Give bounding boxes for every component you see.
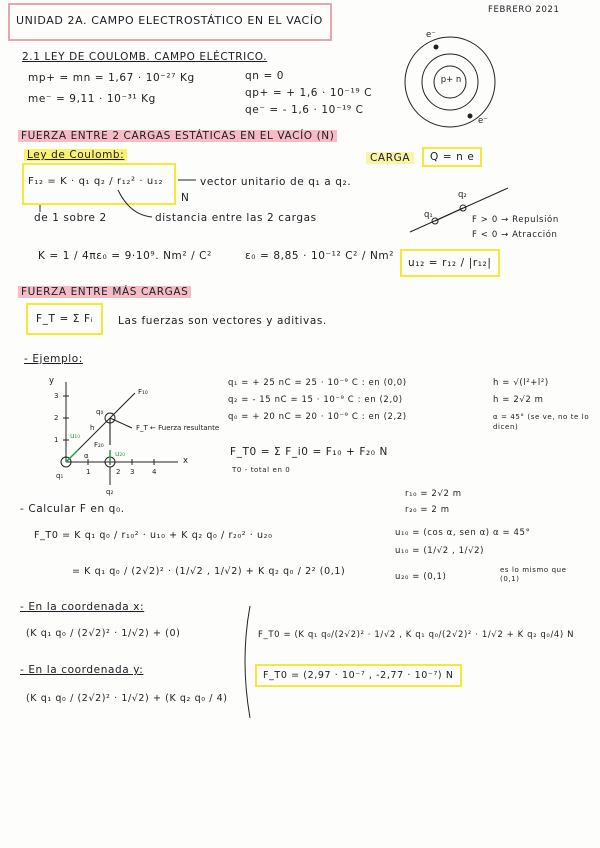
charge-neutron: qn = 0 (245, 70, 285, 82)
force-attraction: F < 0 → Atracción (472, 230, 558, 240)
coulomb-label: Ley de Coulomb: (24, 149, 127, 161)
graph-label-u20: u₂₀ (115, 450, 126, 458)
section2-heading: FUERZA ENTRE 2 CARGAS ESTÁTICAS EN EL VACÍO (N) (18, 130, 337, 142)
example-q0: q₀ = + 20 nC = 20 · 10⁻⁹ C : en (2,2) (228, 412, 407, 422)
charge-proton: qp+ = + 1,6 · 10⁻¹⁹ C (245, 87, 373, 99)
graph-label-u10: u₁₀ (70, 432, 81, 440)
graph-label-ft: F_T ← Fuerza resultante (136, 424, 220, 432)
example-ft-note: T0 - total en 0 (232, 466, 291, 474)
calc-u10-val: u₁₀ = (1/√2 , 1/√2) (395, 546, 485, 556)
graph-label-alpha: α (84, 452, 89, 460)
k-formula: K = 1 / 4πε₀ = 9·10⁹. Nm² / C² (38, 250, 212, 262)
y-coord-formula: (K q₁ q₀ / (2√2)² · 1/√2) + (K q₂ q₀ / 4) (26, 693, 228, 704)
y-coord-label: - En la coordenada y: (20, 664, 144, 676)
sum-note: Las fuerzas son vectores y aditivas. (118, 315, 327, 327)
calc-r10: r₁₀ = 2√2 m (405, 489, 462, 499)
graph-tick-x1: 1 (86, 468, 91, 476)
carga-label: CARGA (366, 152, 414, 164)
graph-x-label: x (183, 456, 189, 466)
graph-tick-y2: 2 (54, 414, 59, 422)
coulomb-formula: F₁₂ = K · q₁ q₂ / r₁₂² · u₁₂ (28, 176, 164, 187)
example-label: - Ejemplo: (24, 353, 83, 365)
graph-y-label: y (49, 376, 55, 386)
example-ft-sum: F_T0 = Σ F_i0 = F₁₀ + F₂₀ N (230, 446, 388, 458)
calc-j-note: es lo mismo que (0,1) (500, 566, 567, 583)
force-repulsion: F > 0 → Repulsión (472, 215, 559, 225)
graph-label-q1: q₁ (56, 472, 64, 480)
section3-heading: FUERZA ENTRE MÁS CARGAS (18, 286, 191, 298)
sum-formula: F_T = Σ Fᵢ (26, 303, 103, 335)
example-q2: q₂ = - 15 nC = 15 · 10⁻⁹ C : en (2,0) (228, 395, 403, 405)
calc-ft0-general: F_T0 = K q₁ q₀ / r₁₀² · u₁₀ + K q₂ q₀ / r₂₀² · u₂₀ (34, 530, 273, 541)
vector-note: vector unitario de q₁ a q₂. (200, 176, 352, 188)
date-label: FEBRERO 2021 (488, 5, 560, 15)
atom-electron-top: e⁻ (426, 30, 436, 40)
final-vector: F_T0 = (K q₁ q₀/(2√2)² · 1/√2 , K q₁ q₀/(2√2)² · 1/√2 + K q₂ q₀/4) N (258, 630, 575, 640)
unit-vector-formula: u₁₂ = r₁₂ / |r₁₂| (400, 249, 500, 277)
graph-tick-x2: 2 (116, 468, 121, 476)
q2-marker: q₂ (458, 190, 467, 200)
calc-u20-val: u₂₀ = (0,1) (395, 572, 447, 582)
carga-formula: Q = n e (422, 147, 482, 167)
example-h-value: h = 2√2 m (493, 395, 544, 405)
graph-tick-y3: 3 (54, 392, 59, 400)
calc-r20: r₂₀ = 2 m (405, 505, 450, 515)
distance-note: distancia entre las 2 cargas (155, 212, 317, 224)
graph-label-q0: q₀ (96, 408, 104, 416)
section1-heading: 2.1 LEY DE COULOMB. CAMPO ELÉCTRICO. (22, 51, 268, 63)
mass-electron: me⁻ = 9,11 · 10⁻³¹ Kg (28, 93, 156, 105)
graph-label-f10: F₁₀ (138, 388, 148, 396)
x-coord-formula: (K q₁ q₀ / (2√2)² · 1/√2) + (0) (26, 628, 181, 639)
graph-tick-x4: 4 (152, 468, 157, 476)
example-alpha: α = 45° (se ve, no te lo dicen) (493, 413, 590, 431)
de-note: de 1 sobre 2 (34, 212, 107, 224)
atom-electron-bottom: e⁻ (478, 116, 488, 126)
calc-ft0-sub: = K q₁ q₀ / (2√2)² · (1/√2 , 1/√2) + K q₂ q₀ / 2² (0,1) (72, 566, 346, 577)
calc-title: - Calcular F en q₀. (20, 503, 125, 515)
graph-label-h: h (90, 424, 95, 432)
calc-u10-def: u₁₀ = (cos α, sen α) α = 45° (395, 528, 531, 538)
graph-label-q2: q₂ (106, 488, 114, 496)
final-result: F_T0 = (2,97 · 10⁻⁷ , -2,77 · 10⁻⁷) N (255, 664, 462, 687)
example-q1: q₁ = + 25 nC = 25 · 10⁻⁹ C : en (0,0) (228, 378, 407, 388)
mass-proton: mp+ = mn = 1,67 · 10⁻²⁷ Kg (28, 72, 195, 84)
epsilon-formula: ε₀ = 8,85 · 10⁻¹² C² / Nm² (245, 250, 395, 262)
graph-tick-x3: 3 (130, 468, 135, 476)
q1-marker: q₁ (424, 210, 433, 220)
charge-electron: qe⁻ = - 1,6 · 10⁻¹⁹ C (245, 104, 364, 116)
formula-unit: N (181, 192, 190, 204)
graph-label-f20: F₂₀ (94, 441, 104, 449)
graph-tick-y1: 1 (54, 436, 59, 444)
x-coord-label: - En la coordenada x: (20, 601, 145, 613)
example-h-formula: h = √(l²+l²) (493, 378, 549, 388)
page-title: UNIDAD 2A. CAMPO ELECTROSTÁTICO EN EL VACÍO (16, 14, 323, 27)
atom-nucleus: p+ n (440, 75, 462, 85)
